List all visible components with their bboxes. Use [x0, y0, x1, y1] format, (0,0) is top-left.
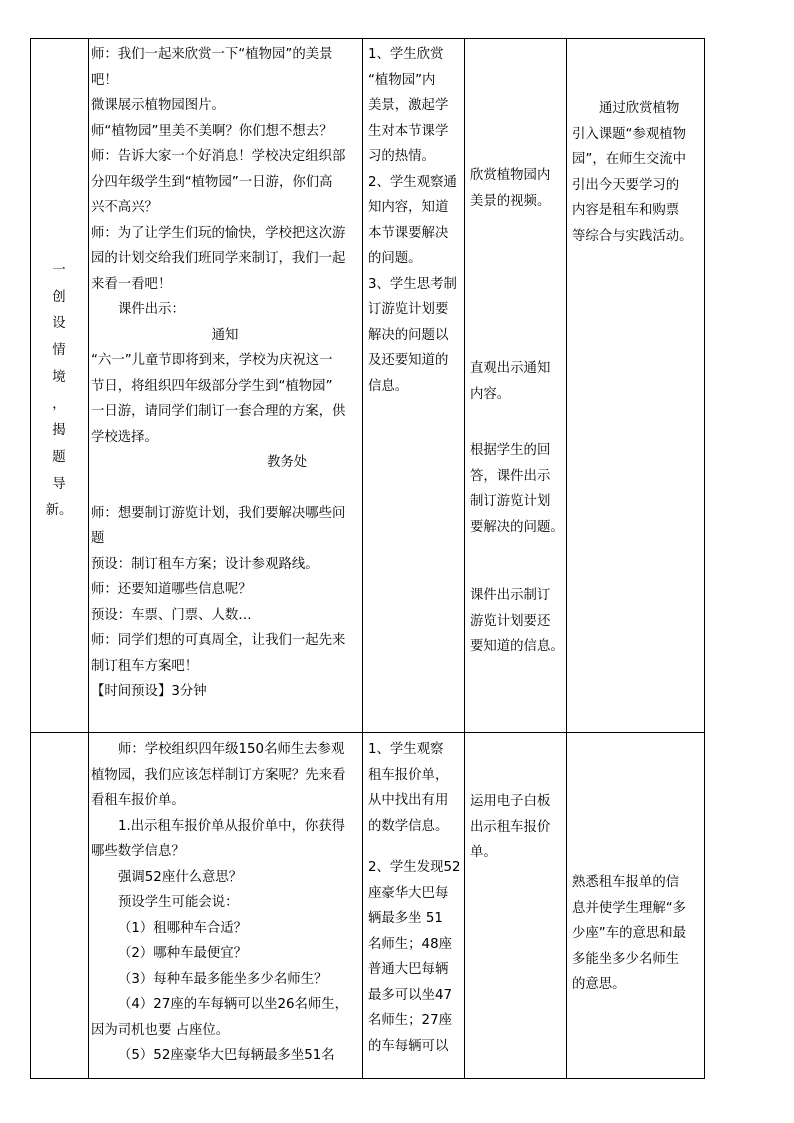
student-line: 1、学生观察 [368, 742, 444, 757]
student-line: 的数学信息。 [368, 818, 449, 834]
purpose-line: 内容是租车和购票 [572, 203, 680, 218]
stage-text: 揭 [52, 423, 66, 439]
column-divider-4 [566, 38, 567, 1079]
stage-text: 题 [52, 449, 66, 465]
student-line: 订游览计划要 [368, 302, 449, 317]
student-line: 美景，激起学 [368, 98, 449, 113]
student-line: 辆最多坐 51 [368, 911, 443, 926]
column-divider-1 [88, 38, 89, 1079]
teacher-line: 因为司机也要 占座位。 [91, 1022, 230, 1038]
student-line: “植物园”内 [368, 72, 436, 88]
table-border-left [30, 38, 31, 1079]
student-line: 从中找出有用 [368, 793, 449, 808]
teacher-line: 分四年级学生到“植物园”一日游，你们高 [91, 174, 333, 190]
media-line: 要知道的信息。 [470, 639, 564, 654]
teacher-line: 预设：车票、门票、人数… [91, 607, 252, 623]
teacher-line: 师：还要知道哪些信息呢？ [91, 582, 252, 597]
media-line: 要解决的问题。 [470, 519, 564, 535]
student-activity-cell [368, 737, 462, 1059]
student-line: 的问题。 [368, 251, 422, 266]
teacher-activity-cell [91, 737, 359, 1069]
purpose-line: 熟悉租车报单的信 [572, 875, 680, 890]
purpose-line: 园”，在师生交流中 [572, 152, 687, 167]
teacher-line: 来看一看吧！ [91, 276, 172, 292]
student-line: 解决的问题以 [368, 327, 449, 343]
teacher-line: 师：为了让学生们玩的愉快，学校把这次游 [91, 225, 346, 241]
student-line: 租车报价单， [368, 767, 449, 783]
media-cell [470, 163, 562, 660]
student-line: 习的热情。 [368, 149, 435, 164]
media-line: 出示租车报价 [470, 819, 551, 835]
purpose-line: 引出今天要学习的 [572, 177, 680, 193]
teacher-line: 师：同学们想的可真周全，让我们一起先来 [91, 633, 346, 648]
student-line: 2、学生发现52 [368, 860, 461, 875]
teacher-line: 1.出示租车报价单从报价单中，你获得 [118, 818, 346, 834]
notice-line: 一日游，请同学们制订一套合理的方案，供 [91, 404, 346, 419]
teacher-line: 师：想要制订游览计划，我们要解决哪些问 [91, 505, 346, 521]
student-line: 名师生；27座 [368, 1013, 452, 1028]
teacher-line: （5）52座豪华大巴每辆最多坐51名 [118, 1048, 335, 1063]
teacher-line: 吧！ [91, 72, 118, 88]
student-line: 的车每辆可以 [368, 1038, 449, 1054]
stage-text: 一 [52, 263, 66, 278]
student-line: 座豪华大巴每 [368, 885, 449, 901]
purpose-cell [572, 96, 702, 249]
teacher-line: 预设学生可能会说： [118, 895, 239, 910]
teacher-line: 强调52座什么意思？ [118, 869, 243, 885]
stage-text: 导 [52, 476, 66, 492]
teacher-line: 看租车报价单。 [91, 793, 185, 808]
teacher-line: 微课展示植物园图片。 [91, 98, 225, 113]
teacher-line: 师：学校组织四年级150名师生去参观 [118, 742, 345, 757]
teacher-line: （1）租哪种车合适？ [118, 920, 248, 936]
notice-line: 学校选择。 [91, 429, 158, 445]
media-line: 欣赏植物园内 [470, 168, 551, 183]
teacher-line: （4）27座的车每辆可以坐26名师生， [118, 997, 349, 1012]
media-line: 单。 [470, 845, 497, 860]
student-line: 最多可以坐47 [368, 987, 452, 1003]
teacher-line: （2）哪种车最便宜？ [118, 946, 248, 961]
media-line: 直观出示通知 [470, 361, 551, 376]
teacher-line: 园的计划交给我们班同学来制订，我们一起 [91, 251, 346, 266]
media-line: 答，课件出示 [470, 468, 551, 484]
teacher-line: 题 [91, 531, 105, 546]
stage-text: ， [52, 396, 66, 412]
stage-text: 境 [52, 369, 66, 385]
teacher-line: 师“植物园”里美不美啊？你们想不想去？ [91, 123, 333, 139]
courseware-label: 课件出示： [118, 302, 185, 317]
teacher-line: 师：告诉大家一个好消息！学校决定组织部 [91, 149, 346, 164]
notice-title: 通知 [211, 327, 239, 343]
student-line: 生对本节课学 [368, 123, 449, 139]
column-divider-3 [464, 38, 465, 1079]
notice-line: “六一”儿童节即将到来，学校为庆祝这一 [91, 353, 333, 368]
teacher-line: 制订租车方案吧！ [91, 658, 199, 674]
stage-text: 新。 [45, 503, 73, 519]
teacher-line: 哪些数学信息？ [91, 844, 185, 859]
stage-text: 创 [52, 289, 66, 305]
student-line: 信息。 [368, 378, 409, 394]
teacher-line: 师：我们一起来欣赏一下“植物园”的美景 [91, 47, 333, 62]
media-line: 运用电子白板 [470, 794, 551, 809]
purpose-line: 息并使学生理解“多 [572, 900, 687, 916]
student-line: 本节课要解决 [368, 225, 449, 241]
teacher-line: 预设：制订租车方案；设计参观路线。 [91, 556, 319, 572]
student-line: 3、学生思考制 [368, 276, 457, 292]
student-activity-cell [368, 42, 462, 399]
media-cell [470, 789, 562, 866]
purpose-line: 通过欣赏植物 [599, 101, 680, 116]
student-line: 1、学生欣赏 [368, 47, 444, 62]
purpose-line: 引入课题“参观植物 [572, 126, 687, 142]
teacher-activity-cell [91, 42, 359, 705]
student-line: 普通大巴每辆 [368, 962, 449, 977]
purpose-line: 少座”车的意思和最 [572, 926, 687, 941]
student-line: 2、学生观察通 [368, 174, 457, 190]
media-line: 制订游览计划 [470, 494, 551, 509]
media-line: 根据学生的回 [470, 443, 551, 458]
purpose-cell [572, 870, 702, 998]
notice-line: 节日，将组织四年级部分学生到“植物园” [91, 378, 333, 394]
column-divider-2 [362, 38, 363, 1079]
student-line: 名师生；48座 [368, 936, 452, 952]
purpose-line: 等综合与实践活动。 [572, 228, 693, 244]
table-border-bottom [30, 1078, 705, 1079]
teacher-line: 兴不高兴？ [91, 200, 158, 215]
table-row-divider [30, 732, 705, 733]
teacher-line: （3）每种车最多能坐多少名师生？ [118, 971, 328, 987]
purpose-line: 多能坐多少名师生 [572, 951, 680, 967]
student-line: 及还要知道的 [368, 353, 449, 368]
stage-text: 情 [52, 343, 66, 359]
stage-text: 设 [52, 316, 66, 332]
table-border-right [704, 38, 705, 1079]
media-line: 课件出示制订 [470, 588, 551, 603]
notice-signature: 教务处 [267, 455, 308, 470]
media-line: 美景的视频。 [470, 193, 551, 209]
student-line: 知内容，知道 [368, 200, 449, 215]
teacher-line: 植物园，我们应该怎样制订方案呢？先来看 [91, 767, 346, 783]
time-preset: 【时间预设】3分钟 [91, 684, 207, 699]
media-line: 内容。 [470, 386, 511, 402]
media-line: 游览计划要还 [470, 613, 551, 629]
table-border-top [30, 38, 705, 39]
purpose-line: 的意思。 [572, 977, 626, 992]
stage-cell [32, 258, 86, 525]
